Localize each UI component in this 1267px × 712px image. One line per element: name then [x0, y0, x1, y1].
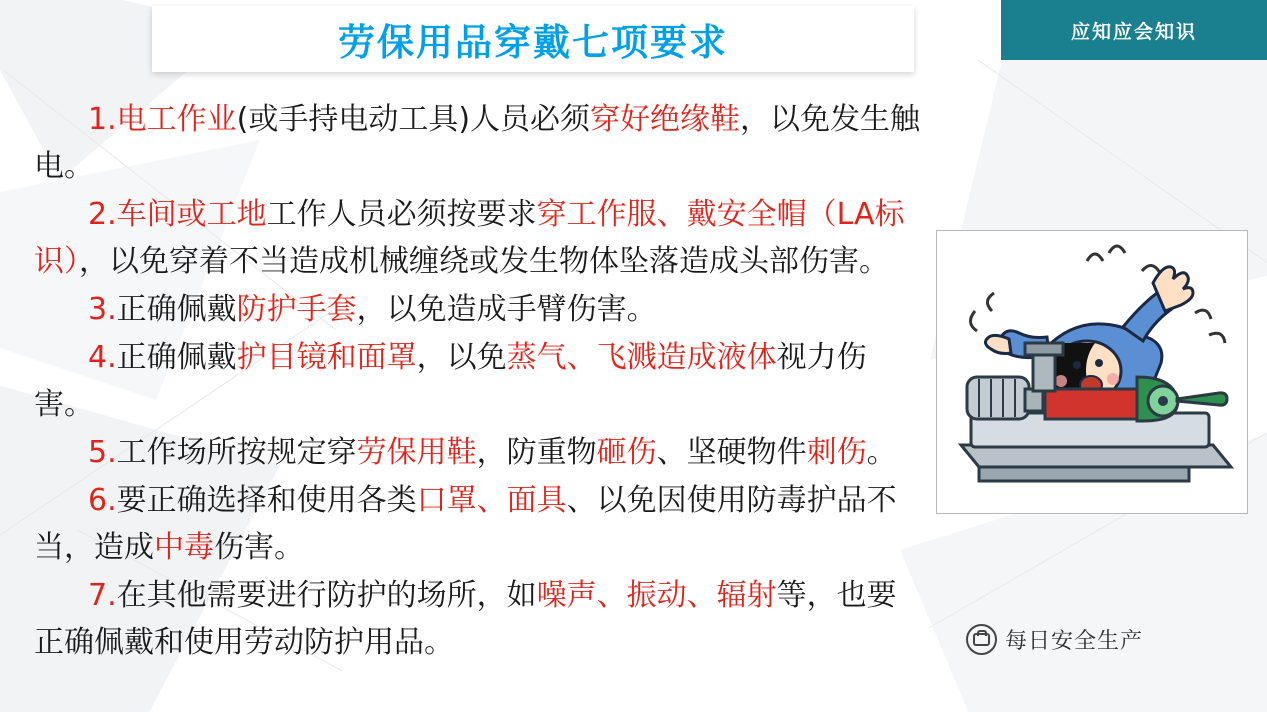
body-text: 要正确选择和使用各类 — [116, 483, 417, 518]
requirement-number: 6. — [88, 483, 117, 518]
body-text: 、坚硬物件 — [656, 435, 807, 470]
body-text: ，以免造成手臂伤害。 — [356, 292, 657, 327]
highlight-text: 口罩、面具 — [416, 483, 567, 518]
requirement-number: 5. — [88, 435, 117, 470]
highlight-text: 刺伤 — [806, 435, 867, 470]
body-text: 、以免因使用防毒护品不当，造成 — [34, 483, 897, 565]
body-text: ，以免发生触电。 — [34, 102, 921, 184]
highlight-text: 护目镜和面罩 — [236, 340, 417, 375]
requirement-number: 1. — [88, 102, 117, 137]
highlight-text: 穿好绝缘鞋 — [590, 102, 741, 137]
body-text: 。 — [866, 435, 897, 470]
highlight-text: 噪声、振动、辐射 — [536, 578, 777, 613]
requirement-item — [34, 334, 924, 428]
body-text: (或手持电动工具)人员必须 — [236, 102, 591, 137]
body-text: 正确佩戴 — [116, 292, 237, 327]
corner-tag — [1001, 0, 1267, 60]
highlight-text: 防护手套 — [236, 292, 357, 327]
highlight-text: 蒸气、飞溅造成液体 — [506, 340, 777, 375]
requirement-item — [34, 477, 924, 571]
requirement-item — [34, 191, 924, 285]
body-text: ，以免穿着不当造成机械缠绕或发生物体坠落造成头部伤害。 — [79, 244, 889, 279]
requirement-item — [34, 429, 924, 476]
body-text: 工作人员必须按要求 — [266, 197, 537, 232]
body-text: ，以免 — [416, 340, 507, 375]
requirement-number: 7. — [88, 578, 117, 613]
requirement-item — [34, 286, 924, 333]
body-text: ，防重物 — [476, 435, 597, 470]
corner-tag-label: 应知应会知识 — [1070, 20, 1197, 43]
body-text: 伤害。 — [214, 530, 304, 565]
requirement-number: 4. — [88, 340, 117, 375]
page-title: 劳保用品穿戴七项要求 — [338, 21, 728, 64]
body-text: 工作场所按规定穿 — [116, 435, 357, 470]
highlight-text: 穿工作服、戴安全帽（LA标识） — [34, 197, 905, 279]
highlight-text: 车间或工地 — [116, 197, 267, 232]
highlight-text: 劳保用鞋 — [356, 435, 477, 470]
requirement-number: 3. — [88, 292, 117, 327]
illustration-image — [936, 230, 1248, 514]
footer-brand — [966, 624, 1143, 655]
title-plate — [152, 6, 914, 72]
brand-name: 每日安全生产 — [1005, 629, 1144, 654]
body-text: 等，也要正确佩戴和使用劳动防护用品。 — [34, 578, 897, 660]
requirement-item — [34, 572, 924, 666]
body-text: 正确佩戴 — [116, 340, 237, 375]
requirement-number: 2. — [88, 197, 117, 232]
content-list — [34, 96, 924, 667]
requirement-item — [34, 96, 924, 190]
body-text: 视力伤害。 — [34, 340, 867, 422]
body-text: 在其他需要进行防护的场所，如 — [116, 578, 537, 613]
brand-logo-icon — [966, 624, 997, 655]
highlight-text: 砸伤 — [596, 435, 657, 470]
highlight-text: 中毒 — [154, 530, 214, 565]
highlight-text: 电工作业 — [116, 102, 237, 137]
